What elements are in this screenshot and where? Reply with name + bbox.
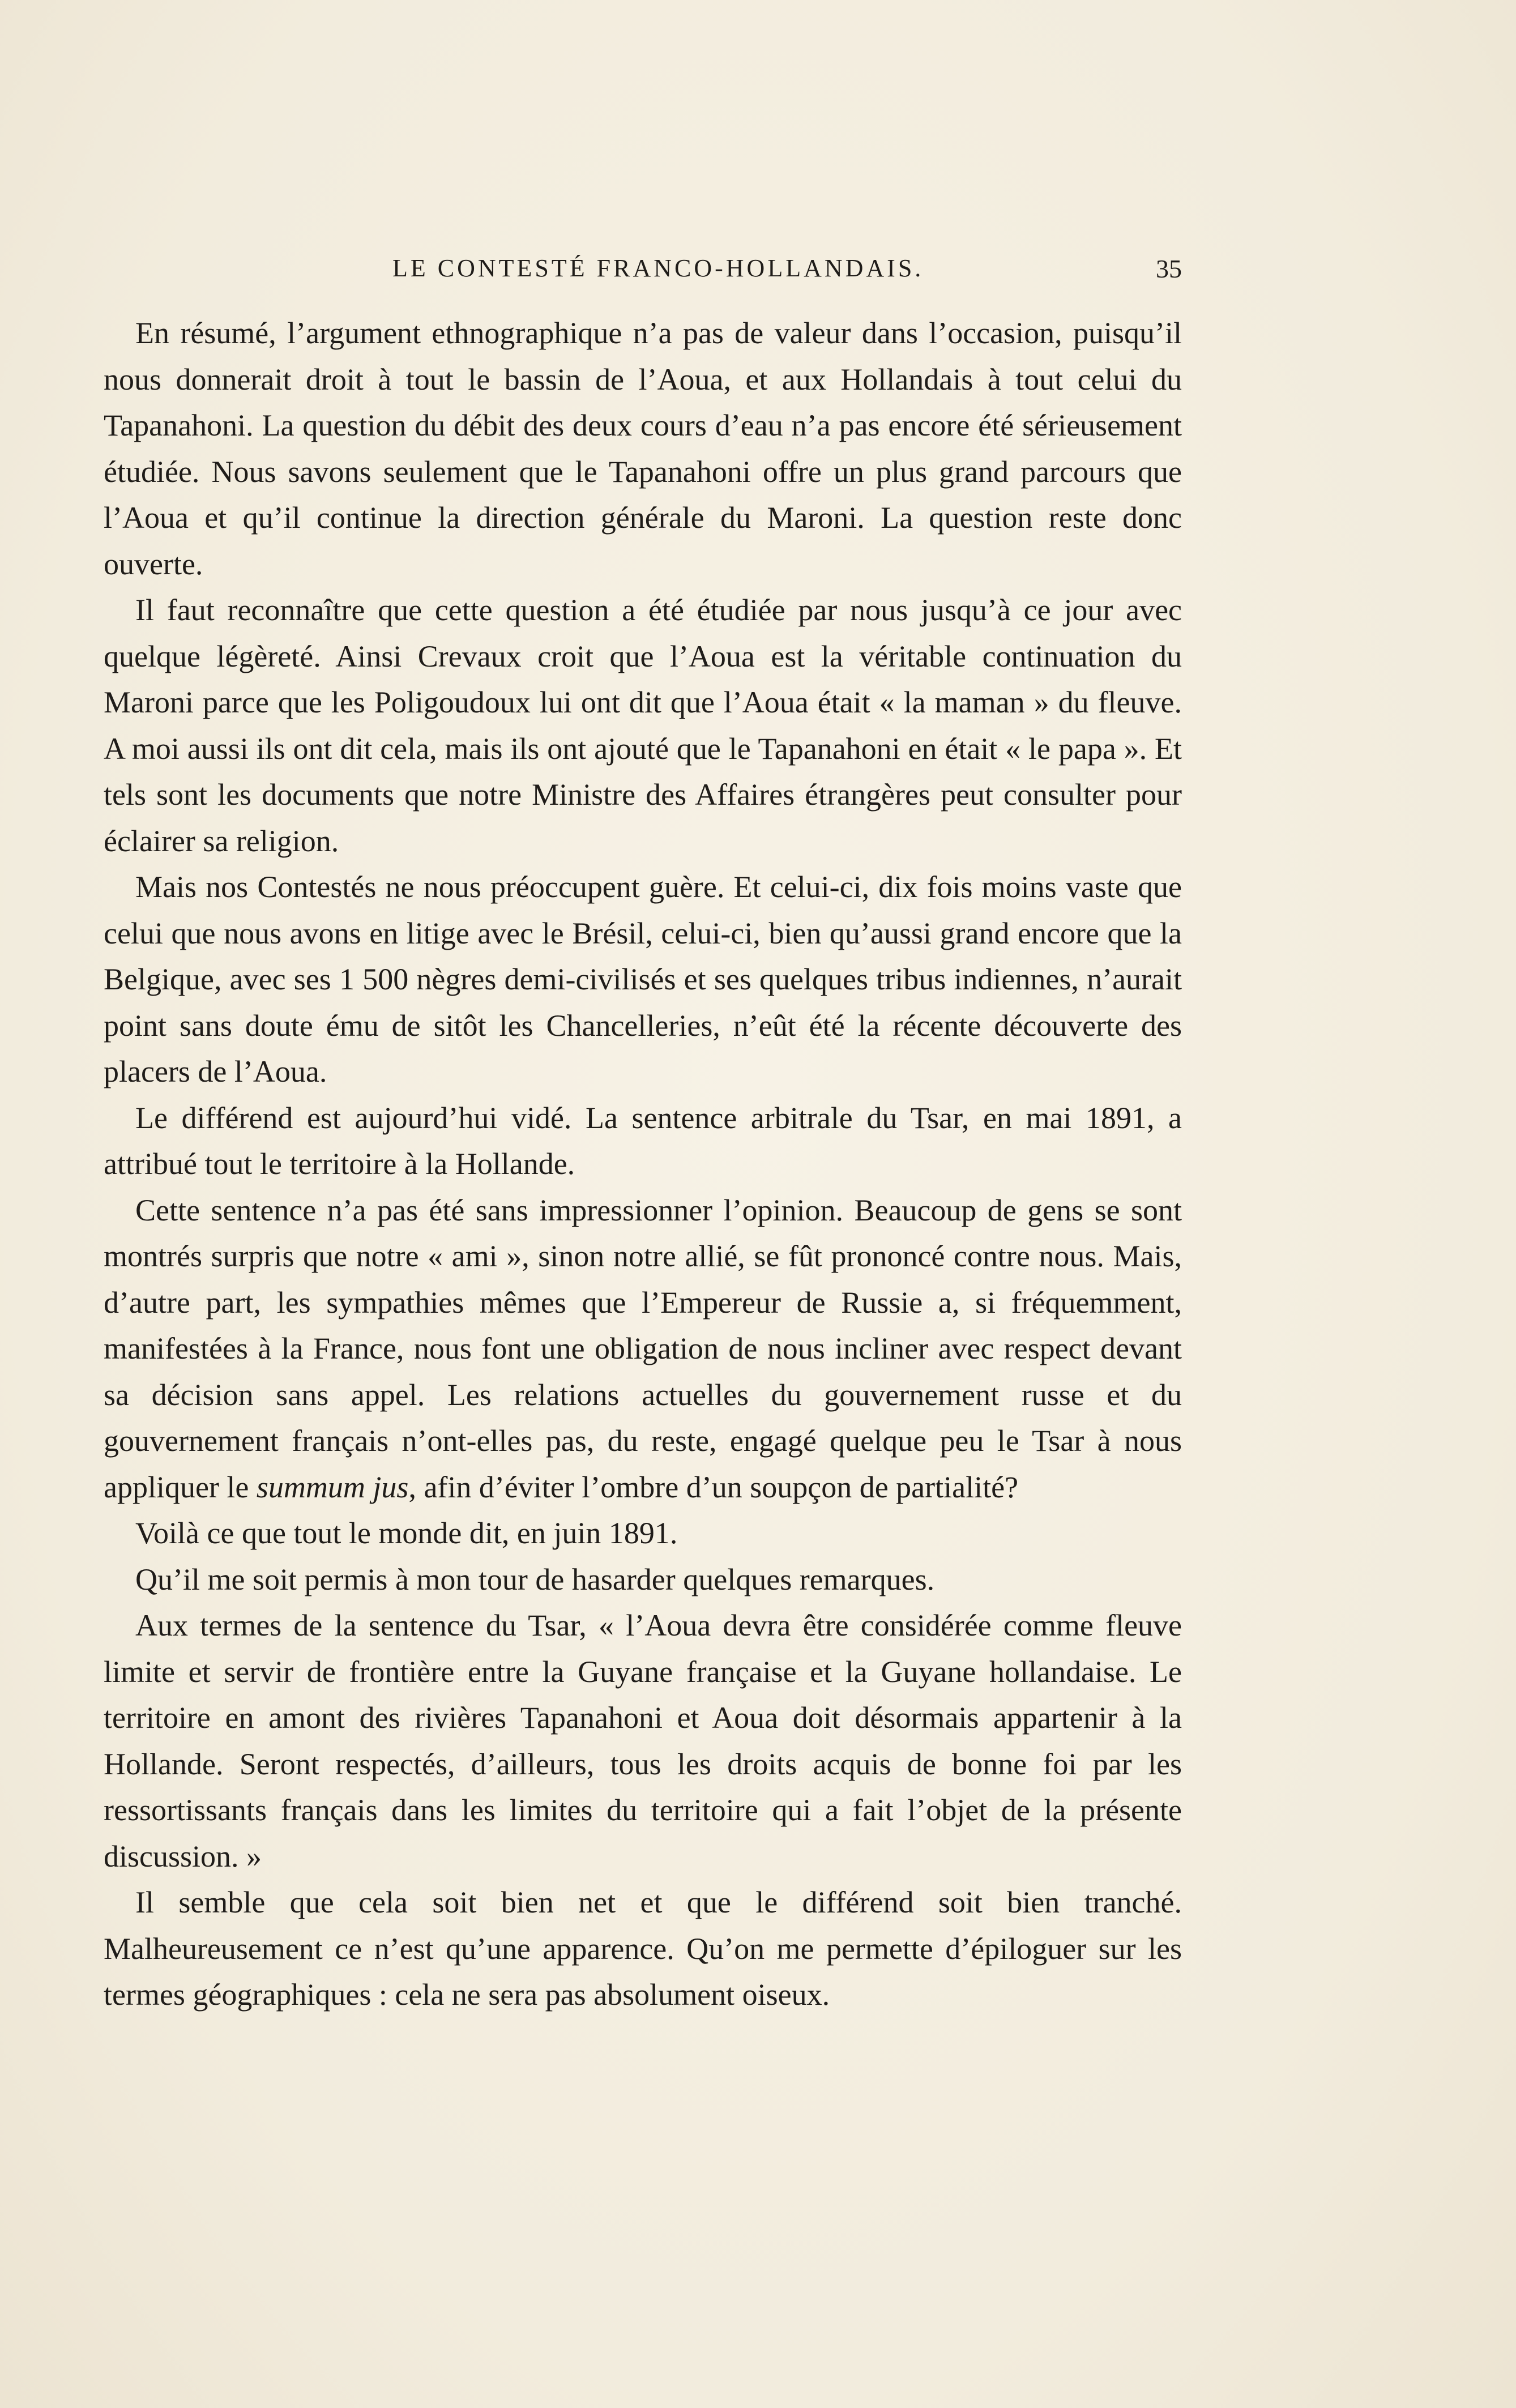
- paragraph: Voilà ce que tout le monde dit, en juin 1891.: [135, 1516, 678, 1550]
- paragraph: Mais nos Contestés ne nous préoccupent guère. Et celui-ci, dix fois moins vaste que celui que nous avons en litige avec le Brésil, celui-ci, bien qu’aussi grand encore que la Belgique, avec ses 1 500 nègres demi-civilisés et ses quelques tribus indiennes, n’aurait point sans doute ému de sitôt les Chancelleries, n’eût été la récente découverte des placers de l’Aoua.: [104, 870, 1182, 1088]
- page-number: 35: [1156, 254, 1182, 283]
- running-head: LE CONTESTÉ FRANCO-HOLLANDAIS.: [392, 254, 924, 282]
- body-text: [104, 310, 1182, 2018]
- paragraph-text-tail: , afin d’éviter l’ombre d’un soupçon de partialité?: [408, 1470, 1019, 1504]
- paragraph: [104, 1188, 1182, 1511]
- paragraph: Aux termes de la sentence du Tsar, « l’Aoua devra être considérée comme fleuve limite et servir de frontière entre la Guyane française et la Guyane hollandaise. Le territoire en amont des rivières Tapanahoni et Aoua doit désormais appartenir à la Hollande. Seront respectés, d’ailleurs, tous les droits acquis de bonne foi par les ressortissants français dans les limites du territoire qui a fait l’objet de la présente discussion. »: [104, 1608, 1182, 1873]
- page-header: [104, 254, 1182, 293]
- latin-phrase: summum jus: [256, 1470, 409, 1504]
- paragraph: En résumé, l’argument ethnographique n’a pas de valeur dans l’occasion, puisqu’il nous donnerait droit à tout le bassin de l’Aoua, et aux Hollandais à tout celui du Tapanahoni. La question du débit des deux cours d’eau n’a pas encore été sérieusement étudiée. Nous savons seulement que le Tapanahoni offre un plus grand parcours que l’Aoua et qu’il continue la direction générale du Maroni. La question reste donc ouverte.: [104, 316, 1182, 581]
- paragraph: Il semble que cela soit bien net et que le différend soit bien tranché. Malheureusement ce n’est qu’une apparence. Qu’on me permette d’épiloguer sur les termes géographiques : cela ne sera pas absolument oiseux.: [104, 1885, 1182, 2012]
- paragraph: Qu’il me soit permis à mon tour de hasarder quelques remarques.: [135, 1562, 935, 1596]
- paragraph: Le différend est aujourd’hui vidé. La sentence arbitrale du Tsar, en mai 1891, a attribué tout le territoire à la Hollande.: [104, 1100, 1182, 1181]
- paragraph-text: Cette sentence n’a pas été sans impressionner l’opinion. Beaucoup de gens se sont montrés surpris que notre « ami », sinon notre allié, se fût prononcé contre nous. Mais, d’autre part, les sympathies mêmes que l’Empereur de Russie a, si fréquemment, manifestées à la France, nous font une obligation de nous incliner avec respect devant sa décision sans appel. Les relations actuelles du gouvernement russe et du gouvernement français n’ont-elles pas, du reste, engagé quelque peu le Tsar à nous appliquer le: [104, 1193, 1182, 1504]
- paragraph: Il faut reconnaître que cette question a été étudiée par nous jusqu’à ce jour avec quelque légèreté. Ainsi Crevaux croit que l’Aoua est la véritable continuation du Maroni parce que les Poligoudoux lui ont dit que l’Aoua était « la maman » du fleuve. A moi aussi ils ont dit cela, mais ils ont ajouté que le Tapanahoni en était « le papa ». Et tels sont les documents que notre Ministre des Affaires étrangères peut consulter pour éclairer sa religion.: [104, 593, 1182, 858]
